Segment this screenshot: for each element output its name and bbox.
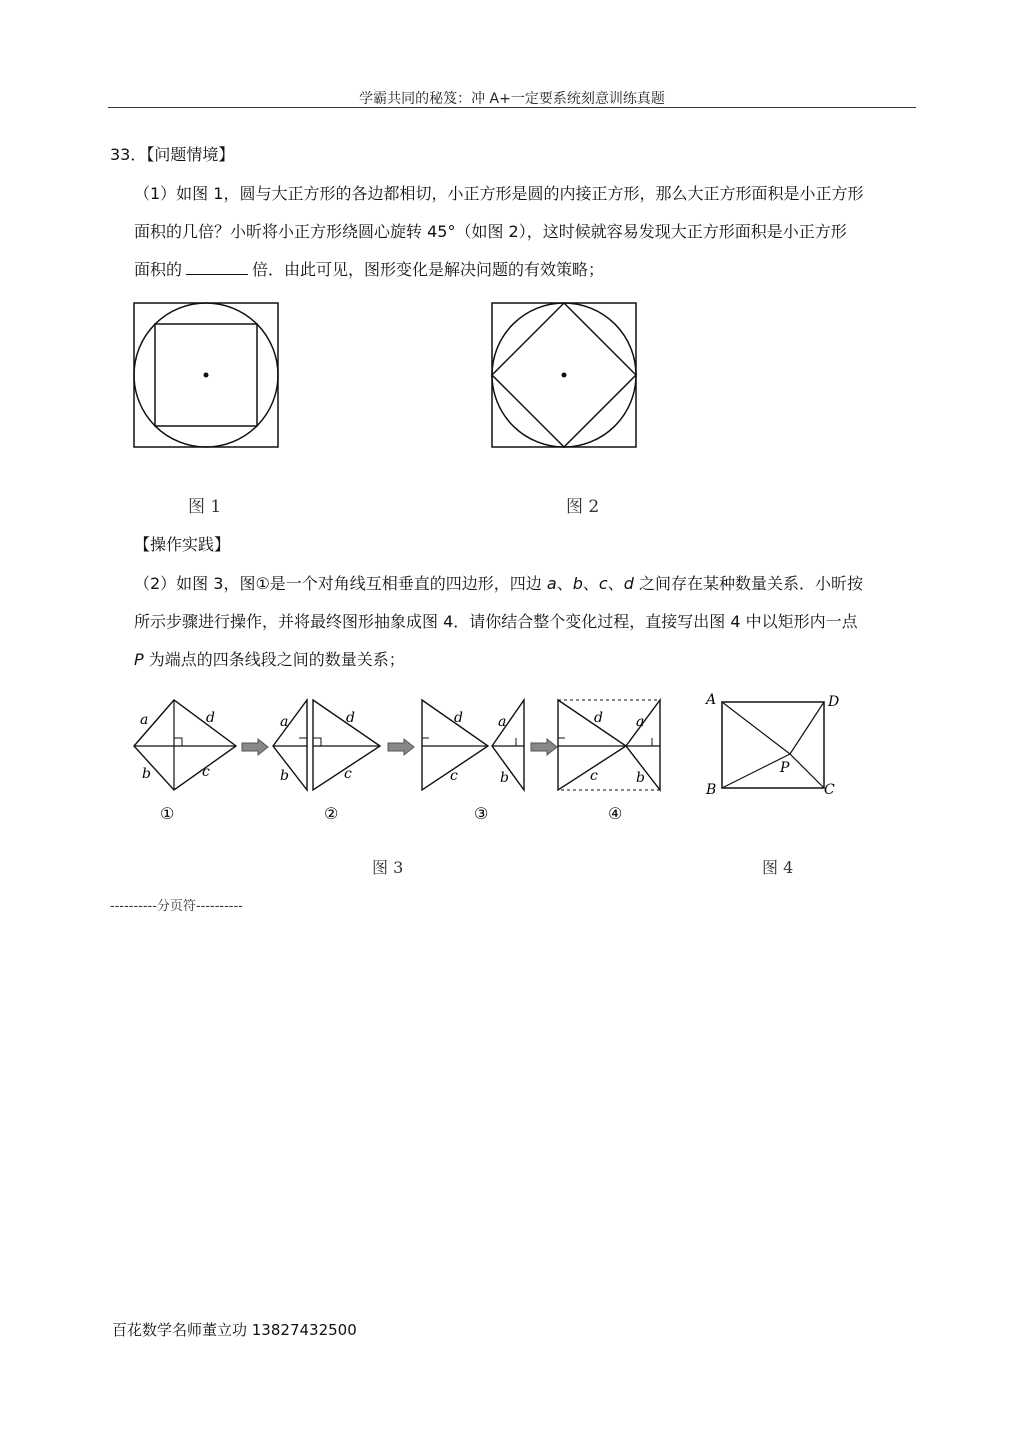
step4-label-d: d (594, 710, 603, 726)
fig3-caption: 图 3 (372, 858, 404, 877)
step3-label-d: d (454, 710, 463, 726)
fig4-label-D: D (828, 694, 840, 710)
fig4-label-A: A (706, 692, 717, 708)
step-number-1: ① (160, 804, 175, 823)
part2-line3 (134, 650, 405, 670)
section2-heading: 【操作实践】 (134, 535, 231, 554)
step2-label-c: c (344, 766, 352, 782)
step-number-2: ② (324, 804, 339, 823)
fig3-step-2 (273, 700, 380, 790)
figure-4 (704, 692, 839, 798)
figures-3-4 (128, 686, 868, 826)
page-break-dash-right: ---------- (195, 899, 243, 914)
step2-label-b: b (280, 768, 289, 784)
arrow-1-2 (242, 739, 268, 755)
arrow-2-3 (388, 739, 414, 755)
fig1-center-dot (204, 373, 209, 378)
var-a: a (546, 574, 557, 593)
page-footer: 百花数学名师董立功 13827432500 (112, 1321, 357, 1339)
fig4-label-B: B (706, 782, 717, 798)
part2-line3-rest: 为端点的四条线段之间的数量关系； (143, 650, 405, 669)
fig3-step-3 (422, 700, 524, 790)
var-d: d (623, 574, 634, 593)
answer-blank (186, 260, 248, 275)
part2-line1-b: 之间存在某种数量关系．小昕按 (633, 574, 863, 593)
fig4-label-C: C (824, 782, 835, 798)
step1-label-b: b (142, 766, 151, 782)
step1-label-d: d (206, 710, 215, 726)
step3-label-c: c (450, 768, 458, 784)
step2-label-a: a (280, 714, 289, 730)
question-heading: 33．【问题情境】 (110, 145, 235, 164)
step1-label-a: a (140, 712, 149, 728)
step4-label-b: b (636, 770, 645, 786)
step4-label-a: a (636, 714, 645, 730)
part1-line2: 面积的几倍？小昕将小正方形绕圆心旋转 45°（如图 2），这时候就容易发现大正方形面积是小正方形 (134, 222, 847, 241)
sep-1: 、 (556, 574, 573, 593)
figure-2 (492, 303, 636, 447)
figure-1 (134, 303, 278, 447)
fig3-step-1 (134, 700, 236, 790)
step1-label-c: c (202, 764, 210, 780)
step-number-4: ④ (608, 804, 623, 823)
var-b: b (572, 574, 583, 593)
fig4-label-P: P (780, 760, 790, 776)
step2-label-d: d (346, 710, 355, 726)
part1-line3 (134, 260, 604, 280)
part2-line2: 所示步骤进行操作，并将最终图形抽象成图 4．请你结合整个变化过程，直接写出图 4 中以矩形内一点 (134, 612, 858, 631)
fig2-caption: 图 2 (566, 497, 600, 517)
step-number-3: ③ (474, 804, 489, 823)
part1-line3-after: 倍．由此可见，图形变化是解决问题的有效策略； (252, 260, 605, 279)
part2-line1-a: （2）如图 3，图①是一个对角线互相垂直的四边形，四边 (134, 574, 547, 593)
step3-label-b: b (500, 770, 509, 786)
page-break-dash-left: ---------- (110, 899, 157, 914)
part1-line3-before: 面积的 (134, 260, 183, 279)
arrow-3-4 (531, 739, 557, 755)
part2-line1 (134, 574, 863, 594)
header-divider (108, 107, 916, 108)
fig1-caption: 图 1 (188, 497, 222, 517)
sep-2: 、 (582, 574, 599, 593)
var-c: c (598, 574, 608, 593)
sep-3: 、 (607, 574, 624, 593)
part1-line1: （1）如图 1，圆与大正方形的各边都相切，小正方形是圆的内接正方形，那么大正方形面积是小正方形 (134, 184, 864, 203)
step3-label-a: a (498, 714, 507, 730)
page-break-marker (110, 895, 243, 914)
fig2-center-dot (562, 373, 567, 378)
var-p: P (134, 650, 144, 669)
page-header-title: 学霸共同的秘笈：冲 A+一定要系统刻意训练真题 (359, 91, 665, 107)
page-break-label: 分页符 (156, 899, 196, 914)
fig3-step-4 (558, 700, 660, 790)
figures-1-2 (128, 296, 648, 456)
step4-label-c: c (590, 768, 598, 784)
fig4-caption: 图 4 (762, 858, 794, 877)
